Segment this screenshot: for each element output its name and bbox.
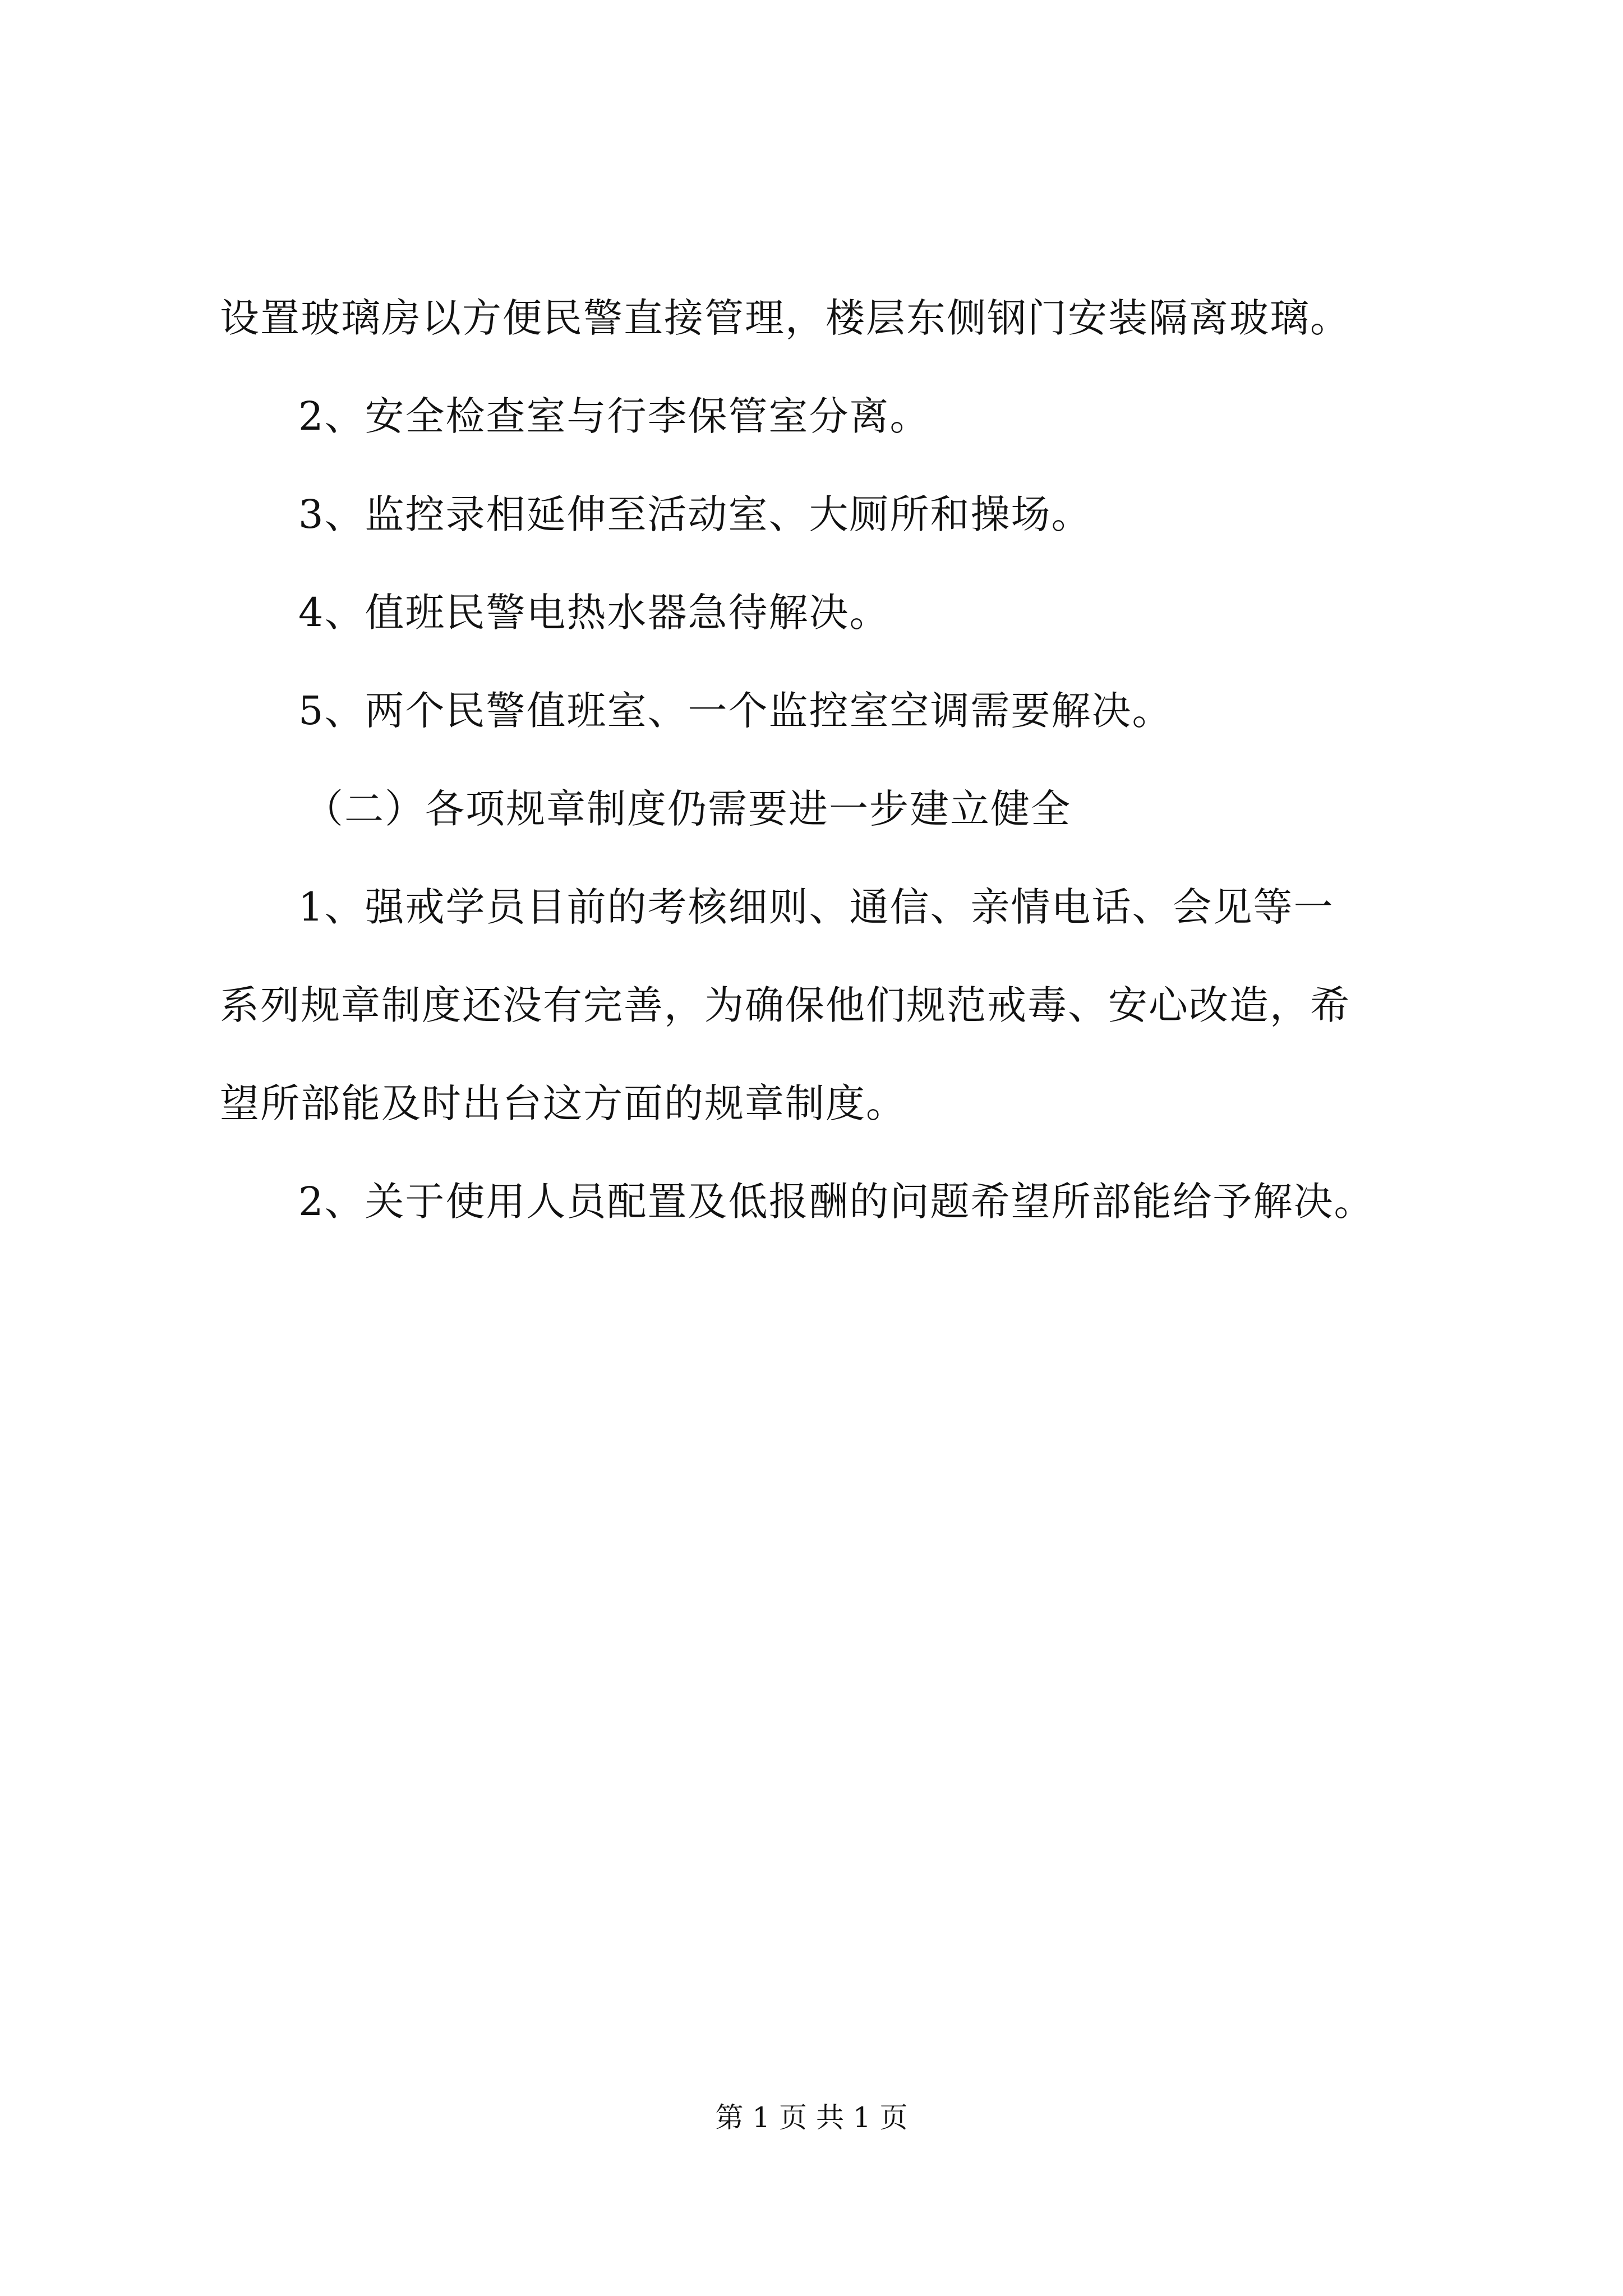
list-item-1-line-1: 1、强戒学员目前的考核细则、通信、亲情电话、会见等一 (298, 884, 1334, 930)
section-heading: （二）各项规章制度仍需要进一步建立健全 (304, 786, 1071, 832)
document-body (220, 269, 1414, 1251)
list-item-5: 5、两个民警值班室、一个监控室空调需要解决。 (298, 688, 1173, 734)
page-footer: 第 1 页 共 1 页 (715, 2101, 908, 2134)
list-item-1-line-3: 望所部能及时出台这方面的规章制度。 (220, 1080, 906, 1126)
list-item-4: 4、值班民警电热水器急待解决。 (298, 590, 890, 636)
list-item-1-line-2: 系列规章制度还没有完善，为确保他们规范戒毒、安心改造，希 (220, 982, 1350, 1028)
paragraph-line-continuation: 设置玻璃房以方便民警直接管理，楼层东侧钢门安装隔离玻璃。 (220, 295, 1350, 341)
list-item-2: 2、安全检查室与行李保管室分离。 (298, 393, 930, 439)
list-item-3: 3、监控录相延伸至活动室、大厕所和操场。 (298, 491, 1092, 537)
list-item-2-final: 2、关于使用人员配置及低报酬的问题希望所部能给予解决。 (298, 1179, 1375, 1225)
